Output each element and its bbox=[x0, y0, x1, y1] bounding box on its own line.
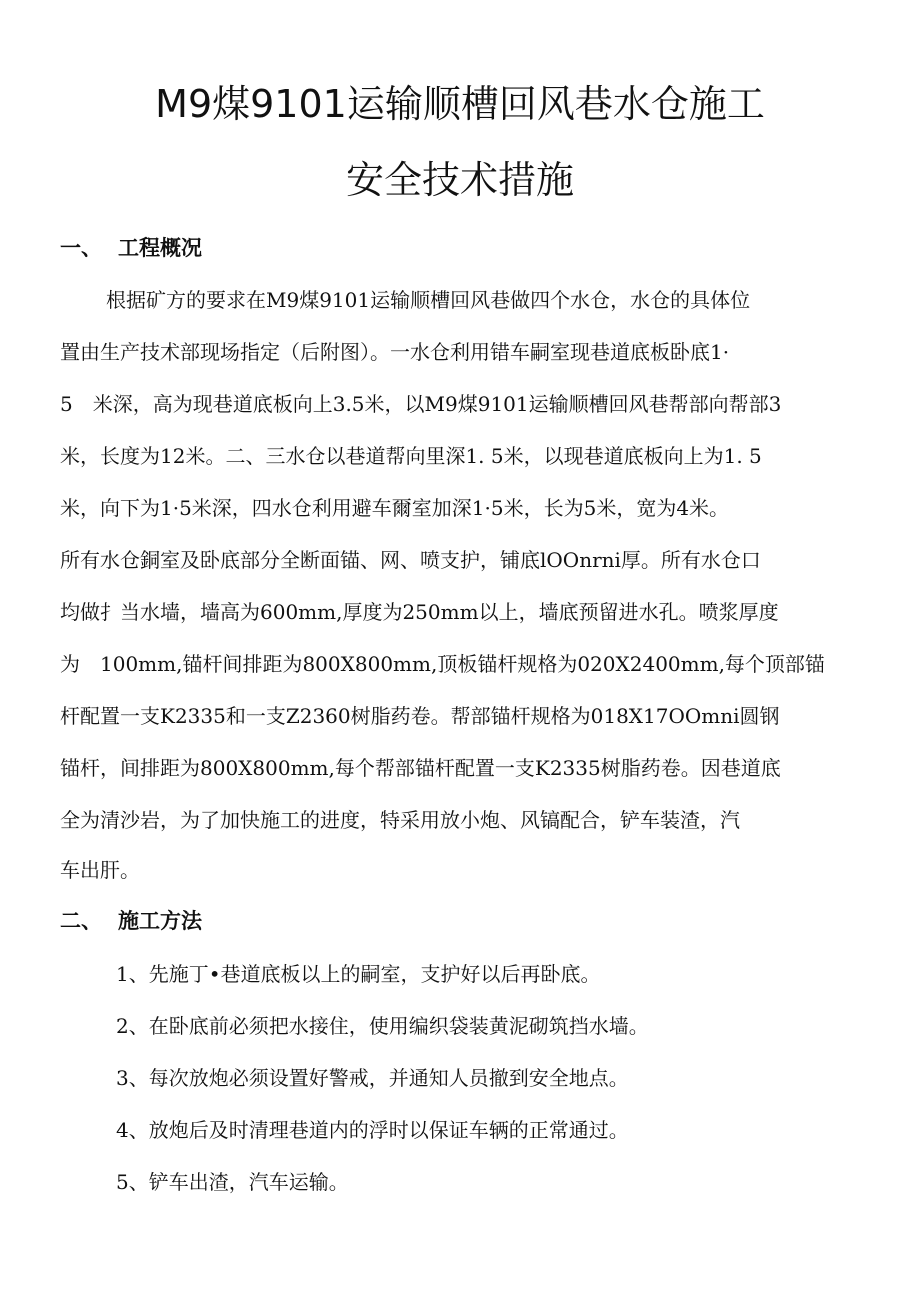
method-step: 4、放炮后及时清理巷道内的浮时以保证车辆的正常通过。 bbox=[116, 1118, 629, 1142]
document-title-line-1: M9煤9101运输顺槽回风巷水仓施工 bbox=[155, 82, 765, 126]
paragraph-line: 根据矿方的要求在M9煤9101运输顺槽回风巷做四个水仓，水仓的具体位 bbox=[106, 288, 751, 312]
paragraph-line: 所有水仓銅室及卧底部分全断面锚、网、喷支护，铺底lOOnrni厚。所有水仓口 bbox=[60, 548, 761, 572]
method-step: 5、铲车出渣，汽车运输。 bbox=[116, 1170, 349, 1194]
section-title: 施工方法 bbox=[118, 909, 202, 933]
section-number: 一、 bbox=[60, 236, 102, 260]
paragraph-line: 置由生产技术部现场指定（后附图）。一水仓利用错车嗣室现巷道底板卧底1· bbox=[60, 340, 730, 364]
section-title: 工程概况 bbox=[118, 236, 202, 260]
paragraph-line: 5 米深，高为现巷道底板向上3.5米，以M9煤9101运输顺槽回风巷帮部向帮部3 bbox=[60, 392, 782, 416]
section-heading-overview bbox=[60, 234, 202, 262]
section-number: 二、 bbox=[60, 909, 102, 933]
document-title-line-2: 安全技术措施 bbox=[345, 158, 574, 202]
paragraph-line: 均做扌当水墙，墙高为600mm,厚度为250mm以上，墙底预留进水孔。喷浆厚度 bbox=[60, 600, 779, 624]
paragraph-line: 米，向下为1·5米深，四水仓利用避车爾室加深1·5米，长为5米，宽为4米。 bbox=[60, 496, 730, 520]
method-step: 1、先施丁•巷道底板以上的嗣室，支护好以后再卧底。 bbox=[116, 962, 601, 986]
method-step: 2、在卧底前必须把水接住，使用编织袋装黄泥砌筑挡水墙。 bbox=[116, 1014, 649, 1038]
paragraph-line: 锚杆，间排距为800X800mm,每个帮部锚杆配置一支K2335树脂药卷。因巷道底 bbox=[60, 756, 781, 780]
paragraph-line: 为 100mm,锚杆间排距为800X800mm,顶板锚杆规格为020X2400mm,每个顶部锚 bbox=[60, 652, 825, 676]
paragraph-line: 米，长度为12米。二、三水仓以巷道帮向里深1. 5米，以现巷道底板向上为1. 5 bbox=[60, 444, 762, 468]
section-heading-method bbox=[60, 907, 202, 935]
paragraph-line: 全为清沙岩，为了加快施工的进度，特采用放小炮、风镐配合，铲车装渣，汽 bbox=[60, 808, 740, 832]
paragraph-line: 杆配置一支K2335和一支Z2360树脂药卷。帮部锚杆规格为018X17OOmni圆钢 bbox=[60, 704, 780, 728]
paragraph-line: 车出肝。 bbox=[60, 858, 140, 882]
method-step: 3、每次放炮必须设置好警戒，并通知人员撤到安全地点。 bbox=[116, 1066, 629, 1090]
